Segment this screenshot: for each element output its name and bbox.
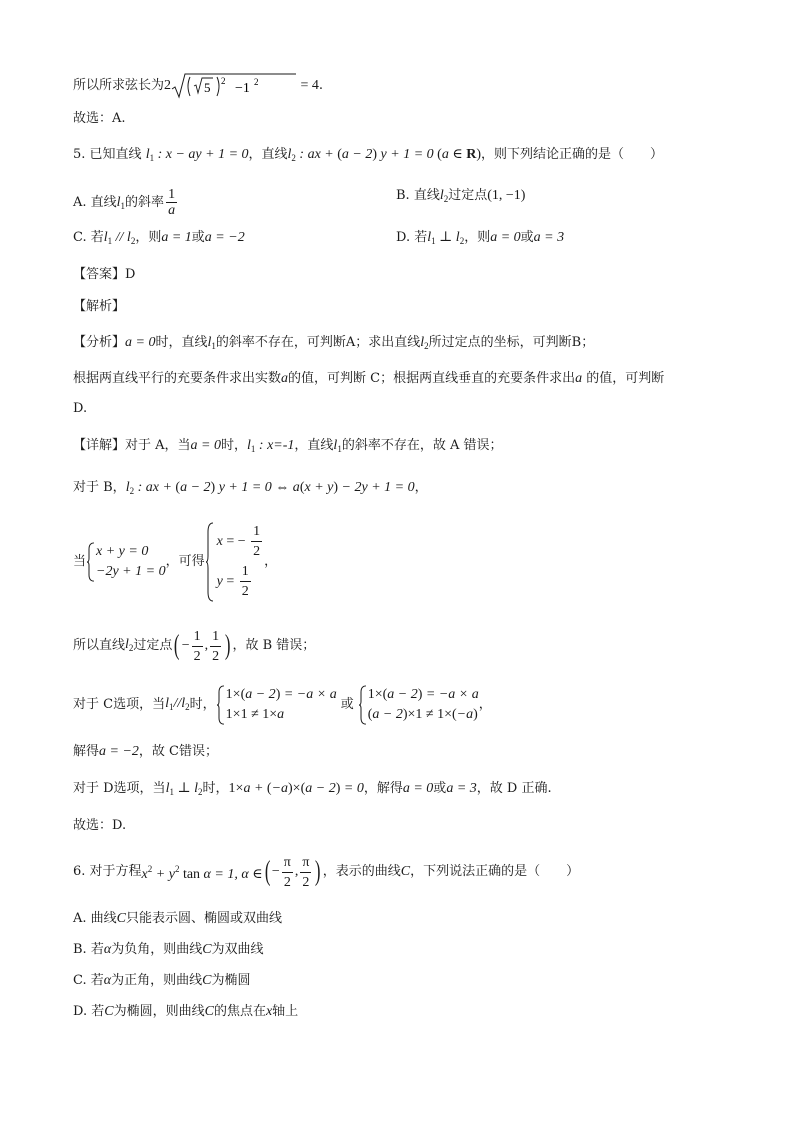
when-text: 当: [73, 554, 87, 569]
math-C-b: C: [202, 942, 212, 957]
q6-paren-close: ): [315, 856, 321, 887]
math-minus: −: [181, 638, 190, 653]
q6-option-d: [73, 1003, 298, 1021]
c-solve-a: 解得: [73, 744, 100, 759]
math-l1-par-l2-b: $l_1//l_2$: [165, 695, 190, 712]
math-l1-x-neg1: $l_1$ : x=-1: [247, 438, 295, 454]
math-C-d: C: [104, 1004, 114, 1019]
math-l2-eq: $l_2$ : ax + (a − 2) y + 1 = 0 (a ∈ R): [287, 147, 481, 163]
q6-opt-b3: 为双曲线: [211, 942, 264, 957]
q6-opt-d3: 的焦点在: [213, 1004, 266, 1019]
q6-paren-open: (: [264, 856, 271, 887]
q5-detail-a: [73, 437, 502, 458]
q6-opt-a2: 只能表示圆、椭圆或双曲线: [126, 911, 283, 926]
q5-stem-a: 5. 已知直线: [73, 147, 142, 162]
fixed-pt-a: 所以直线: [73, 638, 126, 653]
left-brace-2: [205, 522, 214, 602]
q5-option-a: [73, 187, 179, 218]
q5-opt-a-text2: 的斜率: [125, 195, 165, 210]
svg-text:−1: −1: [235, 81, 250, 96]
d-line-b: 时，: [202, 781, 229, 796]
left-brace-c1: [216, 685, 225, 725]
q6-opt-d4: 轴上: [272, 1004, 299, 1019]
frac-pi-2-b: $\frac{\pi}{2}$: [302, 854, 310, 890]
frac-half-2: $\frac{1}{2}$: [212, 628, 220, 664]
math-x: x: [265, 1004, 273, 1019]
q6-opt-a: A. 曲线: [73, 911, 117, 926]
q5-opt-b-text2: 过定点: [448, 188, 488, 203]
math-a-eq-neg2-b: a = −2: [99, 744, 139, 759]
q6-opt-d: D. 若: [73, 1004, 105, 1019]
sqrt-expression: [171, 72, 297, 100]
q6-stem-b: ，表示的曲线: [322, 864, 401, 879]
q5-stem-c: ，则下列结论正确的是（ ）: [481, 147, 664, 162]
svg-text:5: 5: [204, 80, 211, 95]
q5-detail-d: [73, 780, 552, 801]
math-l2-rewrite: $l_2$ : ax + (a − 2) y + 1 = 0 ⇔ a(x + y) − 2y + 1 = 0: [125, 480, 415, 496]
q5-opt-b-text: B. 直线: [396, 188, 440, 203]
math-alpha-b: α: [103, 942, 112, 957]
math-a-eq-3-b: a = 3: [446, 781, 477, 796]
math-l1-perp-l2: $l_1$ ⊥ $l_2$: [427, 230, 465, 246]
math-a-2: a: [575, 371, 583, 386]
q6-opt-b2: 为负角，则曲线: [111, 942, 203, 957]
c-solve-b: ，故 C错误；: [138, 744, 219, 759]
q5-answer: [73, 266, 135, 284]
svg-text:2: 2: [254, 77, 259, 87]
math-C-d2: C: [204, 1004, 214, 1019]
math-l1-perp-l2-b: $l_1$ ⊥ $l_2$: [165, 781, 203, 797]
chord-end: .: [318, 78, 324, 94]
detail-a4: 的斜率不存在，故 A 错误；: [341, 438, 503, 453]
q6-option-a: [73, 910, 282, 928]
c-line-b: 时，: [189, 697, 216, 712]
math-C-c: C: [202, 973, 212, 988]
q6-opt-c2: 为正角，则曲线: [111, 973, 203, 988]
detail-tag: 【详解】: [73, 438, 126, 453]
q6-option-b: [73, 941, 264, 959]
system-c2: 1×(a − 2) = −a × a (a − 2)×1 ≠ 1×(−a): [358, 685, 479, 725]
fixed-pt-c: ，故 B 错误；: [232, 638, 316, 653]
q6-stem: [73, 852, 579, 892]
math-alpha-c: α: [103, 973, 112, 988]
q6-minus: −: [271, 864, 280, 879]
can-get-text: ，可得: [165, 554, 205, 569]
q5-detail-b: [73, 479, 428, 500]
chord-text: 所以所求弦长为: [73, 78, 165, 94]
svg-text:2: 2: [221, 76, 226, 86]
q5-fenxi-line3: D.: [73, 401, 88, 416]
system-c1: 1×(a − 2) = −a × a 1×1 ≠ 1×a: [216, 685, 337, 725]
q6-stem-c: ，下列说法正确的是（ ）: [410, 864, 580, 879]
q5-option-b: [396, 187, 525, 208]
chord-length-line: [73, 72, 323, 100]
math-a-eq-1: a = 1: [161, 230, 192, 245]
detail-a2: 时，: [221, 438, 248, 453]
d-line-a: 对于 D选项，当: [73, 781, 166, 796]
math-l1-c: $l_1$: [333, 438, 342, 454]
comma-text: ，: [264, 554, 278, 569]
d-line-d: 或: [433, 781, 447, 796]
q5-stem-b: ，直线: [248, 147, 288, 162]
q5-opt-d-text3: 或: [520, 230, 534, 245]
q5-opt-d-text2: ，则: [464, 230, 491, 245]
frac-half-1: $\frac{1}{2}$: [193, 628, 201, 664]
q5-opt-d-text: D. 若: [396, 230, 428, 245]
math-C-a: C: [116, 911, 126, 926]
math-a-eq-0: a = 0: [490, 230, 521, 245]
math-perp-eq: 1×a + (−a)×(a − 2) = 0: [228, 781, 364, 796]
q5-opt-c-text: C. 若: [73, 230, 104, 245]
math-chord: 2 5 2 −1 2 = 4: [164, 78, 319, 93]
math-a-eq-neg2: a = −2: [204, 230, 245, 245]
math-q6-eq: $x^2 + y^2$ tan α = 1, α ∈: [141, 864, 263, 882]
answer-tag: 【答案】: [73, 267, 126, 282]
q5-analysis-tag: 【解析】: [73, 299, 126, 314]
q5-stem: [73, 146, 663, 167]
q6-opt-c3: 为椭圆: [211, 973, 251, 988]
q6-option-c: [73, 972, 250, 990]
math-l2-c: $l_2$: [125, 636, 134, 653]
math-a: a: [281, 371, 289, 386]
q6-stem-a: 6. 对于方程: [73, 864, 142, 879]
system-1: x + y = 0 −2y + 1 = 0: [86, 542, 166, 582]
q6-opt-c: C. 若: [73, 973, 104, 988]
q6-opt-d2: 为椭圆，则曲线: [113, 1004, 205, 1019]
d-line-e: ，故 D 正确.: [476, 781, 552, 796]
math-frac-1-a: $\frac{1}{a}$: [168, 187, 176, 218]
math-a-eq-0-c: a = 0: [190, 438, 221, 453]
math-comma: ,: [204, 638, 209, 653]
q5-fenxi-line2: [73, 370, 664, 388]
math-C: C: [400, 864, 411, 879]
paren-open: (: [174, 630, 180, 661]
fenxi-a: 时，直线: [155, 335, 208, 350]
q6-comma: ,: [294, 864, 299, 879]
system-2: x = − $\frac{1}{2}$ y = $\frac{1}{2}$: [205, 522, 265, 602]
fenxi-tag: 【分析】: [73, 335, 126, 350]
q5-fixed-point: [73, 626, 315, 666]
detail-a: 对于 A，当: [125, 438, 191, 453]
math-l1-b: $l_1$: [207, 335, 216, 351]
q6-opt-b: B. 若: [73, 942, 104, 957]
q5-opt-c-text3: 或: [191, 230, 205, 245]
q5-system: [73, 520, 277, 604]
math-a-eq-0-b: a = 0: [125, 335, 156, 350]
math-l1: $l_1$: [116, 195, 126, 211]
left-brace-c2: [358, 685, 367, 725]
fenxi-b: 的斜率不存在，可判断A；求出直线: [215, 335, 421, 350]
q5-final-answer: 故选：D.: [73, 818, 127, 833]
left-brace: [86, 542, 95, 582]
math-l2-b: $l_2$: [420, 335, 429, 351]
answer-value: D: [125, 267, 136, 282]
answer-prev: 故选：A.: [73, 111, 126, 126]
fenxi-c: 所过定点的坐标，可判断B；: [428, 335, 595, 350]
comma-text-2: ，: [478, 697, 492, 712]
q5-option-d: [396, 229, 564, 250]
math-a-eq-3: a = 3: [533, 230, 565, 245]
detail-b-end: ，: [414, 480, 428, 495]
q5-opt-a-text: A. 直线: [73, 195, 117, 210]
q5-opt-c-text2: ，则: [135, 230, 162, 245]
fixed-pt-b: 过定点: [133, 638, 173, 653]
fenxi-2b: 的值，可判断 C；根据两直线垂直的充要条件求出: [288, 371, 576, 386]
math-l1-par-l2: $l_1 // l_2$: [103, 230, 136, 246]
q5-fenxi-line1: [73, 334, 594, 355]
math-l1-eq: $l_1$ : x − ay + 1 = 0: [145, 147, 249, 163]
q5-detail-c: [73, 682, 492, 728]
math-l2: $l_2$: [439, 188, 449, 204]
fenxi-2a: 根据两直线平行的充要条件求出实数: [73, 371, 282, 386]
math-a-eq-0-d: a = 0: [402, 781, 434, 796]
paren-close: ): [225, 630, 231, 661]
detail-a3: ，直线: [294, 438, 334, 453]
d-line-c: ，解得: [363, 781, 403, 796]
fenxi-2c: 的值，可判断: [582, 371, 665, 386]
detail-b: 对于 B，: [73, 480, 126, 495]
math-point-1-neg1: (1, −1): [487, 188, 526, 203]
c-line-a: 对于 C选项，当: [73, 697, 166, 712]
frac-pi-2-a: $\frac{\pi}{2}$: [283, 854, 291, 890]
q5-c-solve: [73, 743, 218, 761]
q5-option-c: [73, 229, 245, 250]
or-text: 或: [340, 697, 354, 712]
